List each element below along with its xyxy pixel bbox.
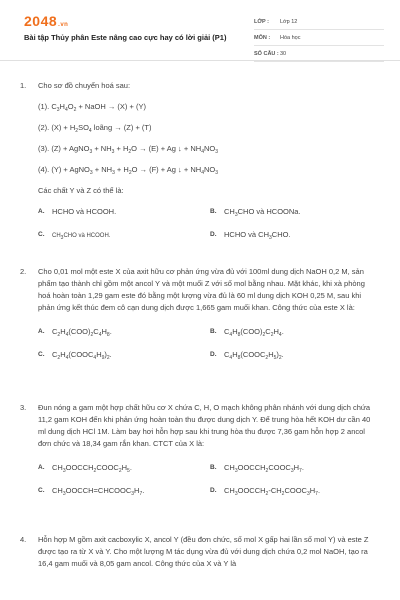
question-1 (20, 80, 375, 242)
question-number: 1. (20, 81, 27, 90)
question-number: 4. (20, 535, 27, 544)
option-text: $CH_3OOCCH=CHCOOC_3H_7$. (52, 486, 145, 497)
reaction-1: (1). $C_3H_4O_2$ + NaOH → (X) + (Y) (38, 102, 146, 113)
meta-key: LỚP : (254, 18, 269, 25)
option-letter: A. (38, 464, 45, 471)
question-text: Hỗn hợp M gồm axit cacboxylic X, ancol Y (đều đơn chức, số mol X gấp hai lần số mol Y) và este Z được tạo ra từ X và Y. Cho một lượng M tác dụng vừa đủ với dung dịch chứa 0,2 mol NaOH, tạo ra 16,4 gam muối và 8,05 gam ancol. Công thức của X và Y là (38, 535, 369, 568)
option-text: $CH_3OOCCH_2COOC_2H_5$. (52, 463, 132, 474)
option-b[interactable] (210, 206, 382, 218)
option-text: HCHO và $CH_3CHO$. (224, 230, 291, 241)
option-letter: A. (38, 328, 45, 335)
option-letter: D. (210, 487, 217, 494)
logo-text: 2048 (24, 13, 58, 29)
meta-row-class (254, 14, 384, 30)
document-title: Bài tập Thủy phân Este nâng cao cực hay có lời giải (P1) (24, 33, 227, 42)
answer-options (38, 206, 375, 242)
option-letter: B. (210, 208, 217, 215)
option-text: $C_2H_4(COO)_2C_4H_8$. (52, 327, 112, 338)
option-text: $CH_3OOCCH_2-CH_2COOC_3H_7$. (224, 486, 321, 497)
site-logo[interactable] (24, 13, 68, 29)
option-letter: C. (38, 487, 45, 494)
option-d[interactable] (210, 485, 382, 497)
option-d[interactable] (210, 349, 382, 361)
option-text: HCHO và HCOOH. (52, 207, 117, 216)
option-a[interactable] (38, 462, 210, 474)
option-text: $C_4H_8(COOC_2H_5)_2$. (224, 350, 284, 361)
question-2 (20, 266, 375, 361)
option-letter: A. (38, 208, 45, 215)
question-3 (20, 402, 375, 497)
option-letter: B. (210, 464, 217, 471)
option-c[interactable] (38, 485, 210, 497)
question-prompt: Các chất Y và Z có thể là: (38, 186, 124, 195)
option-d[interactable] (210, 229, 382, 242)
question-text: Cho 0,01 mol một este X của axit hữu cơ phản ứng vừa đủ với 100ml dung dịch NaOH 0,2 M, sản phẩm tạo thành chỉ gồm một ancol Y và một muối Z với số mol bằng nhau. Mặt khác, khi xà phòng hoá hoàn toàn 1,29 gam este đó bằng một lượng vừa đủ là 60 ml dung dịch KOH 0,25 M, sau khi phản ứng kết thúc đem cô cạn dung dịch được 1,665 gam muối khan. Công thức của este X là: (38, 267, 365, 312)
question-number: 3. (20, 403, 27, 412)
option-letter: D. (210, 231, 217, 238)
answer-options (38, 326, 375, 361)
option-a[interactable] (38, 326, 210, 338)
option-letter: D. (210, 351, 217, 358)
meta-key: SỐ CÂU : (254, 50, 279, 57)
option-b[interactable] (210, 326, 382, 338)
option-c[interactable] (38, 229, 210, 242)
answer-options (38, 462, 375, 497)
reaction-2: (2). $(X) + H_2SO_4$ loãng → (Z) + (T) (38, 123, 152, 134)
option-letter: B. (210, 328, 217, 335)
meta-value: Hóa học (280, 34, 301, 41)
meta-value: Lớp 12 (280, 18, 298, 25)
option-text: $C_4H_8(COO)_2C_2H_4$. (224, 327, 284, 338)
option-letter: C. (38, 231, 45, 238)
option-text: $CH_3CHO$ và HCOOH. (52, 233, 111, 241)
option-c[interactable] (38, 349, 210, 361)
option-text: $CH_3OOCCH_2COOC_3H_7$. (224, 463, 304, 474)
option-text: $CH_3CHO$ và HCOONa. (224, 207, 301, 218)
question-4 (20, 534, 375, 570)
reaction-3: (3). (Z) + AgNO$_3$ + $NH_3 + H_2O \to (E) + Ag$ ↓ + $NH_4NO_3$ (38, 144, 219, 155)
question-intro: Cho sơ đồ chuyển hoá sau: (38, 81, 131, 90)
option-text: $C_2H_4(COOC_4H_9)_2$. (52, 350, 112, 361)
logo-suffix: .vn (58, 22, 69, 28)
option-a[interactable] (38, 206, 210, 218)
worksheet-header (0, 0, 400, 61)
meta-table (254, 14, 384, 62)
option-letter: C. (38, 351, 45, 358)
meta-value: 30 (280, 50, 287, 57)
meta-row-count (254, 46, 384, 62)
reaction-4: (4). (Y) + AgNO$_3$ + $NH_3 + H_2O \to (F) + Ag$ ↓ + $NH_4NO_3$ (38, 165, 219, 176)
option-b[interactable] (210, 462, 382, 474)
meta-key: MÔN : (254, 34, 271, 41)
question-text: Đun nóng a gam một hợp chất hữu cơ X chứa C, H, O mạch không phân nhánh với dung dịch chứa 11,2 gam KOH đến khi phản ứng hoàn toàn thu được dung dịch Y. Để trung hòa hết KOH dư cần 40 ml dung dịch HCl 1M. Làm bay hơi hỗn hợp sau khi trung hòa thu được 7,36 gam hỗn hợp 2 ancol đơn chức và 18,34 gam rắn khan. CTCT của X là: (38, 403, 371, 448)
meta-row-subject (254, 30, 384, 46)
question-number: 2. (20, 267, 27, 276)
